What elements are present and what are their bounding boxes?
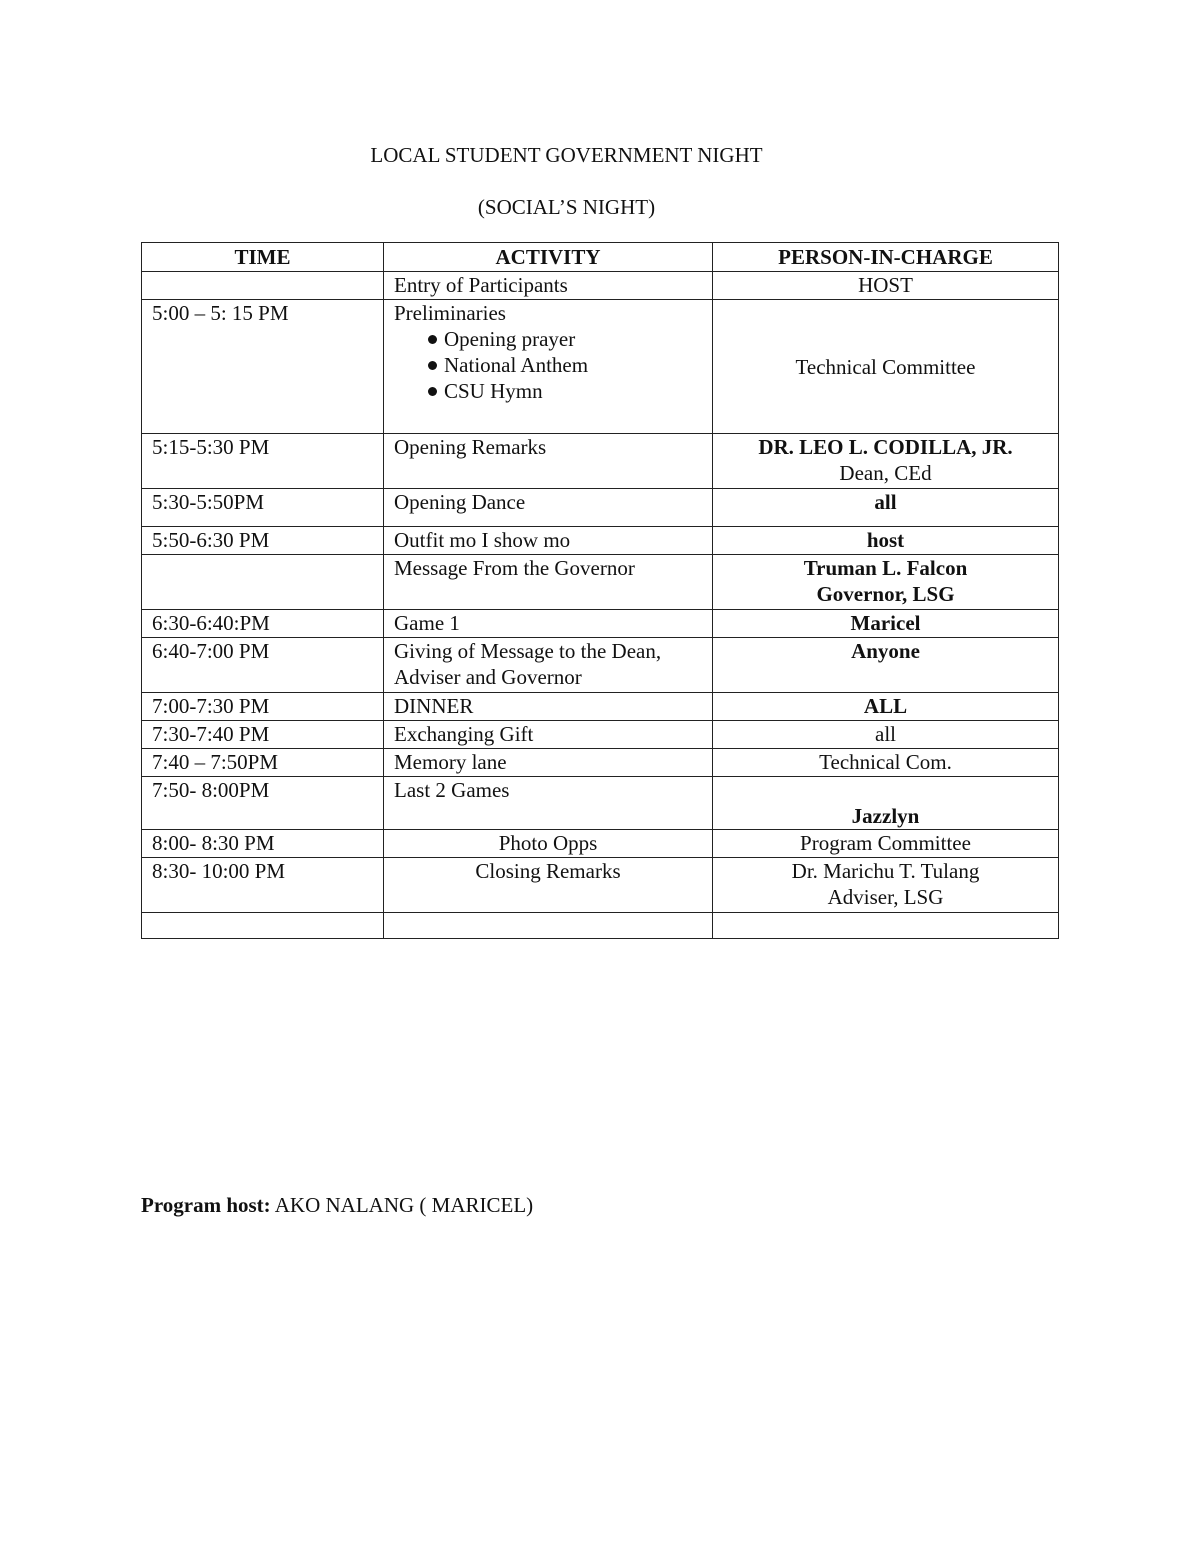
table-row — [142, 721, 1059, 749]
activity-cell: Outfit mo I show mo — [384, 527, 713, 555]
person-role: Governor, LSG — [816, 582, 955, 606]
person-cell: Program Committee — [713, 830, 1059, 858]
person-cell — [713, 913, 1059, 939]
activity-cell — [384, 638, 713, 693]
header-time: TIME — [142, 243, 384, 272]
time-cell: 5:50-6:30 PM — [142, 527, 384, 555]
program-host-label: Program host: — [141, 1193, 271, 1217]
document-title: LOCAL STUDENT GOVERNMENT NIGHT — [370, 143, 763, 167]
person-cell: Anyone — [713, 638, 1059, 693]
header-person: PERSON-IN-CHARGE — [713, 243, 1059, 272]
list-item-text: National Anthem — [444, 353, 589, 377]
activity-cell: Entry of Participants — [384, 272, 713, 300]
list-item — [412, 378, 702, 404]
time-cell: 7:00-7:30 PM — [142, 693, 384, 721]
activity-cell: Last 2 Games — [384, 777, 713, 830]
time-cell: 8:30- 10:00 PM — [142, 858, 384, 913]
time-cell — [142, 913, 384, 939]
activity-cell: Photo Opps — [384, 830, 713, 858]
person-name: Truman L. Falcon — [803, 556, 968, 580]
person-cell: Maricel — [713, 610, 1059, 638]
table-row — [142, 527, 1059, 555]
header-activity: ACTIVITY — [384, 243, 713, 272]
time-cell: 5:15-5:30 PM — [142, 434, 384, 489]
list-item — [412, 352, 702, 378]
program-host — [141, 1193, 533, 1218]
person-cell: ALL — [713, 693, 1059, 721]
time-cell: 5:30-5:50PM — [142, 489, 384, 527]
time-cell: 7:40 – 7:50PM — [142, 749, 384, 777]
activity-cell — [384, 913, 713, 939]
table-row — [142, 555, 1059, 610]
table-header-row — [142, 243, 1059, 272]
person-name: DR. LEO L. CODILLA, JR. — [758, 435, 1013, 459]
table-row — [142, 610, 1059, 638]
table-row — [142, 434, 1059, 489]
person-cell: host — [713, 527, 1059, 555]
person-cell: all — [713, 489, 1059, 527]
bullet-icon — [428, 361, 437, 370]
time-cell: 6:30-6:40:PM — [142, 610, 384, 638]
table-row — [142, 300, 1059, 434]
activity-text-2: Adviser and Governor — [394, 665, 582, 689]
activity-cell: DINNER — [384, 693, 713, 721]
time-cell: 6:40-7:00 PM — [142, 638, 384, 693]
table-row — [142, 693, 1059, 721]
person-role: Dean, CEd — [839, 461, 932, 485]
time-cell: 7:50- 8:00PM — [142, 777, 384, 830]
table-row — [142, 272, 1059, 300]
activity-cell: Memory lane — [384, 749, 713, 777]
activity-cell: Message From the Governor — [384, 555, 713, 610]
activity-cell: Exchanging Gift — [384, 721, 713, 749]
person-name: Dr. Marichu T. Tulang — [791, 859, 980, 883]
time-cell — [142, 555, 384, 610]
program-host-value: AKO NALANG ( MARICEL) — [274, 1193, 534, 1217]
bullet-icon — [428, 387, 437, 396]
person-cell: Jazzlyn — [713, 777, 1059, 830]
schedule-table — [141, 242, 1059, 939]
table-row — [142, 858, 1059, 913]
person-cell — [713, 858, 1059, 913]
person-cell — [713, 434, 1059, 489]
person-cell: Technical Committee — [713, 300, 1059, 434]
person-cell — [713, 555, 1059, 610]
person-role: Adviser, LSG — [827, 885, 944, 909]
time-cell: 8:00- 8:30 PM — [142, 830, 384, 858]
activity-text: Giving of Message to the Dean, — [394, 639, 662, 663]
activity-cell — [384, 300, 713, 434]
person-cell: all — [713, 721, 1059, 749]
time-cell: 7:30-7:40 PM — [142, 721, 384, 749]
document-subtitle: (SOCIAL’S NIGHT) — [477, 195, 656, 219]
table-row-empty — [142, 913, 1059, 939]
activity-cell: Game 1 — [384, 610, 713, 638]
activity-cell: Opening Dance — [384, 489, 713, 527]
table-row — [142, 638, 1059, 693]
person-cell: Technical Com. — [713, 749, 1059, 777]
person-cell: HOST — [713, 272, 1059, 300]
list-item-text: CSU Hymn — [444, 379, 543, 403]
table-row — [142, 489, 1059, 527]
activity-text: Preliminaries — [394, 301, 506, 325]
time-cell: 5:00 – 5: 15 PM — [142, 300, 384, 434]
activity-cell: Closing Remarks — [384, 858, 713, 913]
list-item-text: Opening prayer — [444, 327, 576, 351]
preliminaries-list — [394, 326, 702, 404]
activity-cell: Opening Remarks — [384, 434, 713, 489]
bullet-icon — [428, 335, 437, 344]
list-item — [412, 326, 702, 352]
table-row — [142, 830, 1059, 858]
table-row — [142, 777, 1059, 830]
table-row — [142, 749, 1059, 777]
time-cell — [142, 272, 384, 300]
